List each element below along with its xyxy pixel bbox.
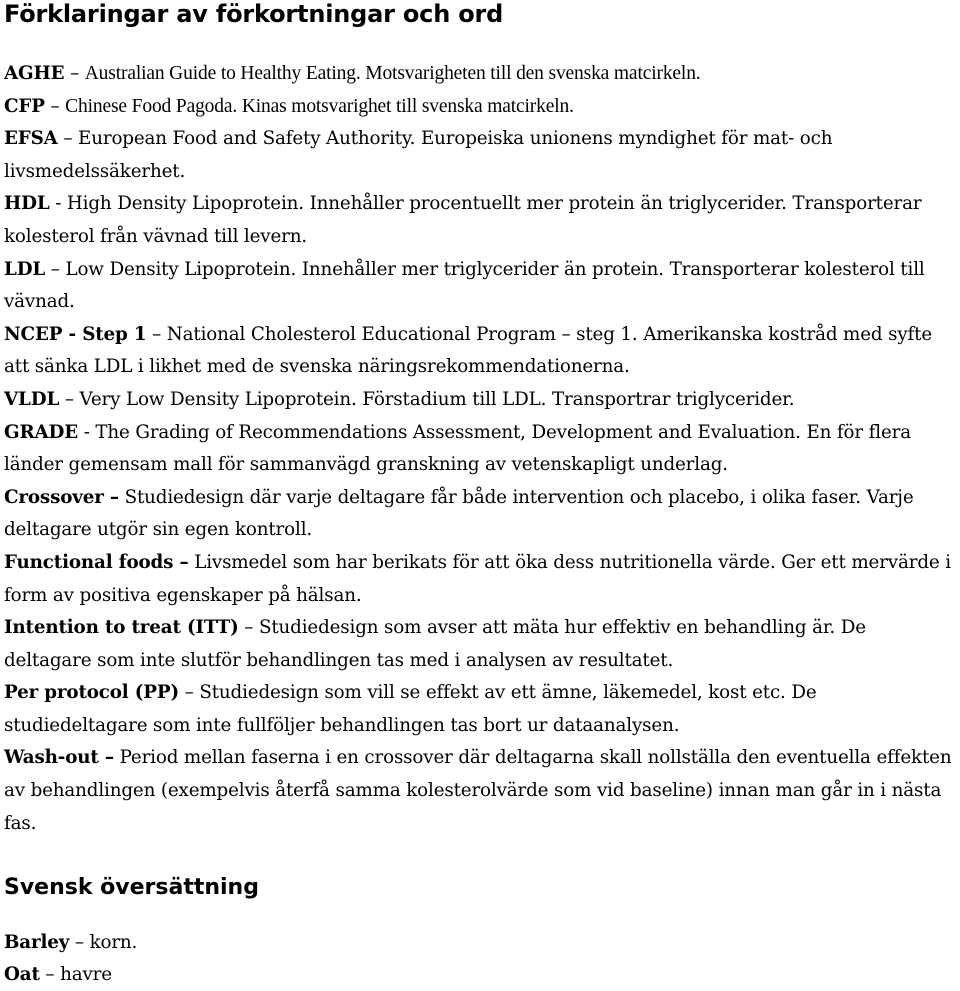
definition: High Density Lipoprotein. Innehåller procentuellt mer protein än triglycerider. Transporterar kolesterol från vävnad till levern.: [4, 193, 922, 247]
definition: Low Density Lipoprotein. Innehåller mer triglycerider än protein. Transporterar kolesterol till vävnad.: [4, 258, 925, 313]
separator: –: [57, 128, 79, 150]
translation-list: [4, 927, 958, 991]
term: Functional foods –: [4, 551, 189, 573]
term: CFP: [4, 95, 45, 117]
term: Per protocol (PP): [4, 682, 180, 704]
abbreviation-list: [4, 58, 958, 840]
translation-heading: Svensk översättning: [4, 875, 259, 900]
separator: –: [238, 617, 259, 639]
term: Wash-out –: [4, 747, 114, 769]
definition: Studiedesign som avser att mäta hur effektiv en behandling är. De deltagare som inte slutför behandlingen tas med i analysen av resultatet.: [4, 617, 866, 671]
definition: Australian Guide to Healthy Eating. Motsvarigheten till den svenska matcirkeln.: [84, 63, 701, 84]
separator: –: [64, 63, 85, 84]
separator: –: [44, 95, 66, 117]
separator: –: [39, 964, 61, 985]
separator: –: [69, 932, 90, 953]
translation-entry-oat: [4, 959, 958, 991]
definition: korn.: [89, 932, 138, 953]
definition: Livsmedel som har berikats för att öka dess nutritionella värde. Ger ett mervärde i form av positiva egenskaper på hälsan.: [4, 551, 951, 606]
abbreviation-entry-efsa: [4, 123, 958, 188]
term: AGHE: [4, 63, 65, 84]
abbreviation-entry-crossover: [4, 482, 958, 547]
separator: –: [59, 388, 80, 410]
separator: –: [179, 682, 200, 704]
abbreviation-entry-grade: [4, 417, 958, 482]
abbreviation-entry-ldl: [4, 254, 958, 319]
abbreviation-entry-wash-out: [4, 742, 958, 840]
definition: National Cholesterol Educational Program – steg 1. Amerikanska kostråd med syfte att sänka LDL i likhet med de svenska näringsrekommendationerna.: [4, 323, 933, 378]
abbreviation-entry-cfp: [4, 91, 958, 124]
term: LDL: [4, 258, 46, 280]
definition: Studiedesign där varje deltagare får både intervention och placebo, i olika faser. Varje deltagare utgör sin egen kontroll.: [4, 486, 914, 541]
abbreviation-entry-itt: [4, 612, 958, 677]
page-title: Förklaringar av förkortningar och ord: [4, 0, 504, 28]
term: Crossover –: [4, 486, 119, 508]
abbreviation-entry-vldl: [4, 384, 958, 417]
definition: havre: [60, 964, 112, 985]
abbreviation-entry-hdl: [4, 188, 958, 253]
definition: Chinese Food Pagoda. Kinas motsvarighet till svenska matcirkeln.: [65, 95, 574, 117]
definition: European Food and Safety Authority. Europeiska unionens myndighet för mat- och livsmedelssäkerhet.: [4, 128, 833, 182]
definition: The Grading of Recommendations Assessment, Development and Evaluation. En för flera länder gemensam mall för sammanvägd granskning av vetenskapligt underlag.: [4, 421, 911, 476]
separator: -: [78, 421, 96, 443]
separator: –: [146, 323, 167, 345]
definition: Very Low Density Lipoprotein. Förstadium till LDL. Transportrar triglycerider.: [79, 388, 795, 410]
term: VLDL: [4, 388, 60, 410]
translation-entry-barley: [4, 927, 958, 959]
abbreviation-entry-pp: [4, 677, 958, 742]
term: Oat: [4, 964, 40, 985]
abbreviation-entry-functional-foods: [4, 547, 958, 612]
definition: Studiedesign som vill se effekt av ett ämne, läkemedel, kost etc. De studiedeltagare som inte fullföljer behandlingen tas bort ur dataanalysen.: [4, 682, 817, 736]
term: EFSA: [4, 128, 58, 150]
separator: –: [45, 258, 66, 280]
term: NCEP - Step 1: [4, 323, 147, 345]
term: Intention to treat (ITT): [4, 617, 239, 639]
separator: -: [49, 193, 67, 215]
abbreviation-entry-aghe: [4, 58, 958, 91]
abbreviation-entry-ncep: [4, 319, 958, 384]
document-page: [4, 0, 958, 985]
term: HDL: [4, 193, 50, 215]
term: Barley: [4, 932, 70, 953]
term: GRADE: [4, 421, 79, 443]
definition: Period mellan faserna i en crossover där deltagarna skall nollställa den eventuella effekten av behandlingen (exempelvis återfå samma kolesterolvärde som vid baseline) innan man går in i nästa fas.: [4, 747, 952, 834]
